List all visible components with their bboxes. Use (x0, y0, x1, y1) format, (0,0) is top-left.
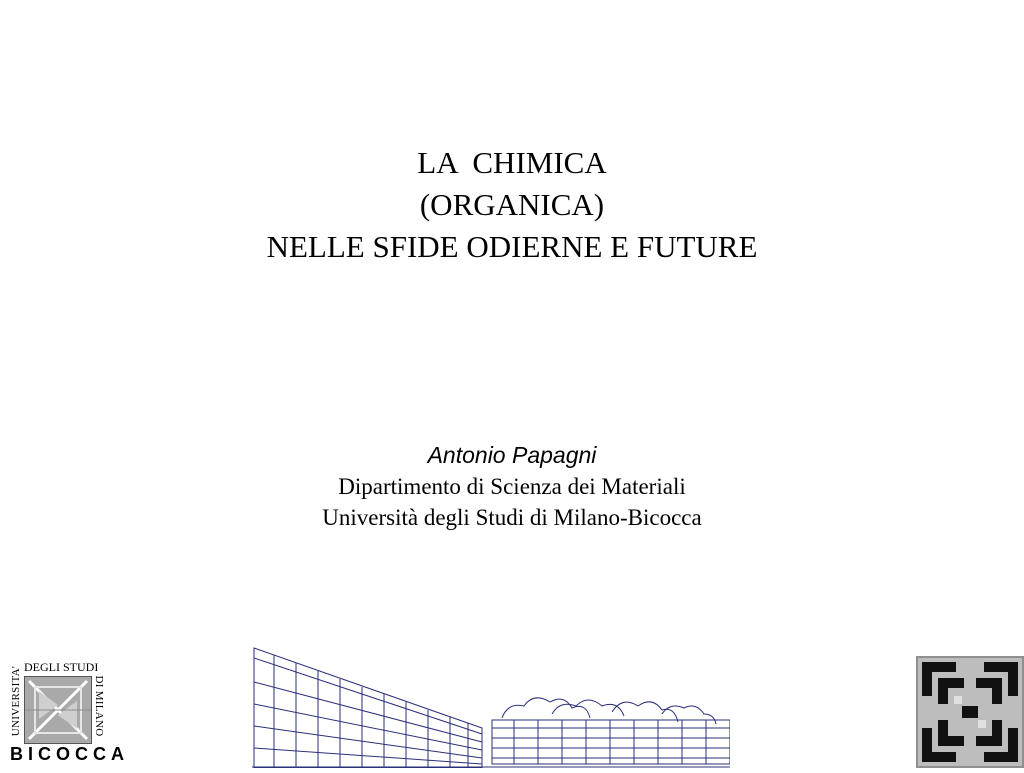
logo-text-bicocca: BICOCCA (10, 744, 129, 764)
university-seal-icon (24, 676, 92, 744)
title-line-3: NELLE SFIDE ODIERNE E FUTURE (266, 229, 758, 264)
slide-title (0, 142, 1024, 268)
title-line-1: LA CHIMICA (417, 145, 607, 180)
title-line-2: (ORGANICA) (419, 187, 605, 222)
author-name: Antonio Papagni (427, 442, 597, 468)
pinwheel-pattern-logo-icon (916, 656, 1024, 768)
author-university: Università degli Studi di Milano-Bicocca (322, 505, 702, 530)
author-info (0, 440, 1024, 533)
campus-building-sketch-icon (252, 644, 730, 768)
author-department: Dipartimento di Scienza dei Materiali (338, 474, 686, 499)
university-logo (8, 660, 129, 764)
logo-text-degli-studi: DEGLI STUDI (24, 660, 99, 674)
logo-text-universita: UNIVERSITA' (10, 665, 22, 737)
logo-text-di-milano: DI MILANO (93, 675, 105, 737)
